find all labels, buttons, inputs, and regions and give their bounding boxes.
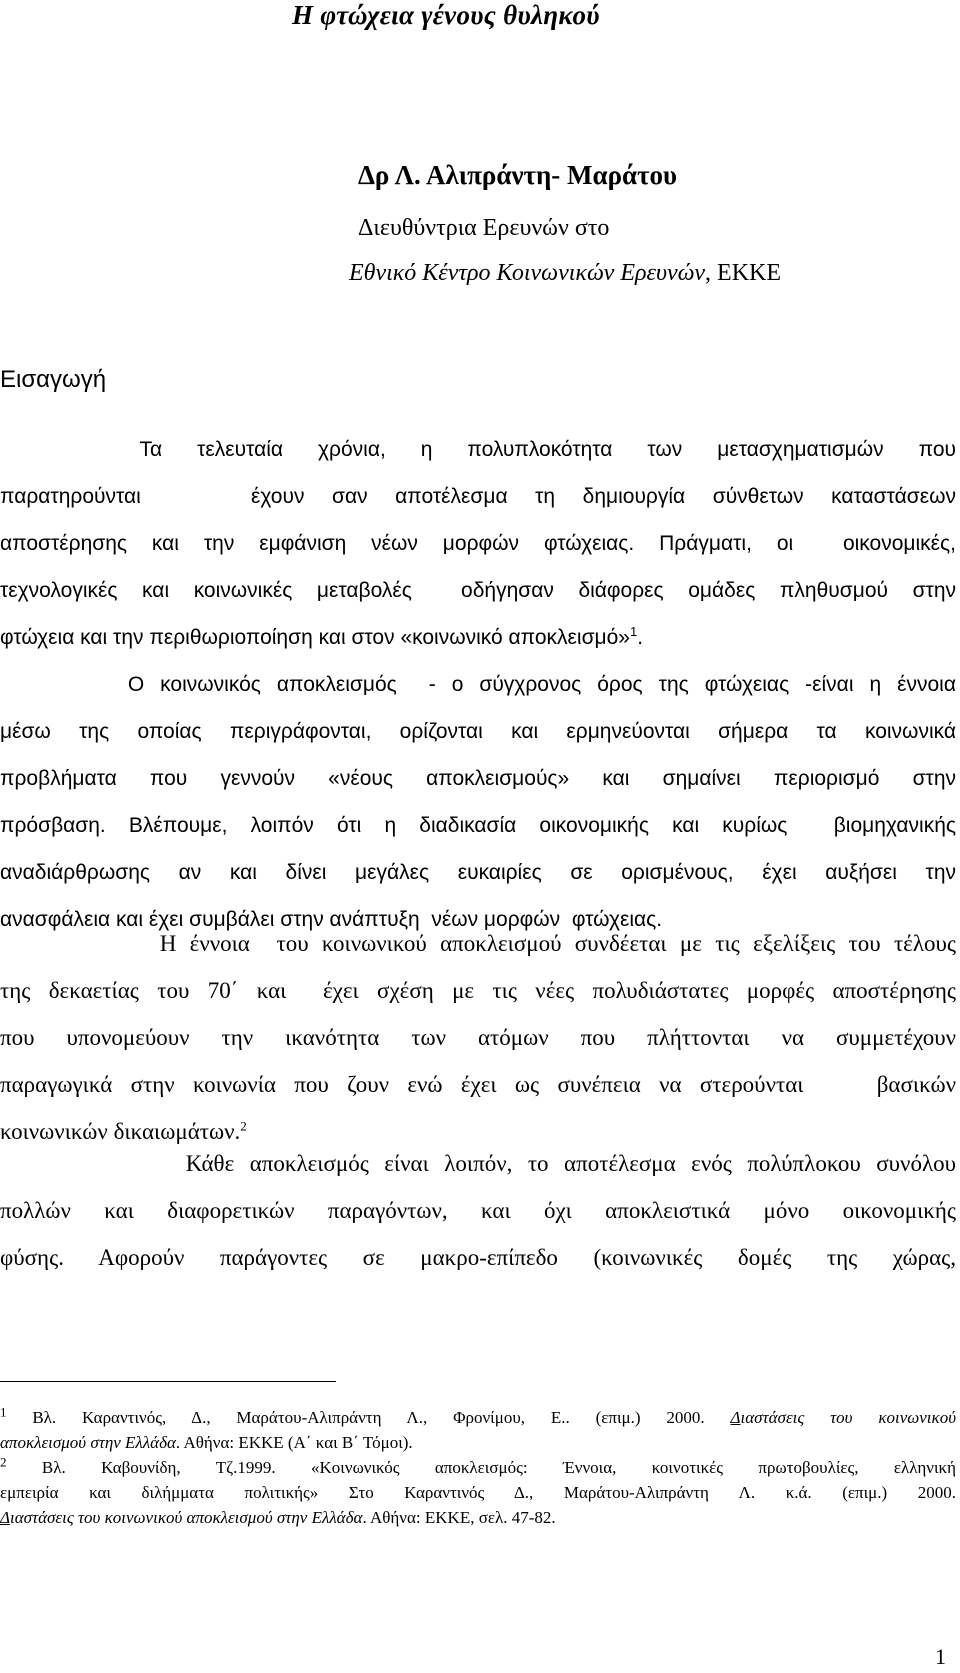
footnote-title: ιαστάσεις του κοινωνικού	[740, 1408, 956, 1427]
footnote-2	[0, 1455, 956, 1480]
footnote-ref-2[interactable]: 2	[240, 1118, 247, 1134]
footnote-text: . Αθήνα: ΕΚΚΕ, σελ. 47-82.	[362, 1508, 556, 1527]
footnote-text: Βλ. Καραντινός, Δ., Μαράτου-Αλιπράντη Λ., Φρονίμου, Ε.. (επιμ.) 2000.	[6, 1408, 731, 1427]
section-heading: Εισαγωγή	[0, 366, 107, 393]
text-line: φύσης. Αφορούν παράγοντες σε μακρο-επίπεδο (κοινωνικές δομές της χώρας,	[0, 1245, 956, 1270]
paragraph-2	[0, 661, 956, 943]
text-line: προβλήματα που γεννούν «νέους αποκλεισμούς» και σημαίνει περιορισμό στην	[0, 767, 956, 790]
paragraph-4	[0, 1140, 956, 1281]
text-line: πρόσβαση. Βλέπουμε, λοιπόν ότι η διαδικασία οικονομικής και κυρίως βιομηχανικής	[0, 814, 956, 837]
footnote-1-cont	[0, 1430, 956, 1455]
footnote-separator	[0, 1381, 336, 1382]
footnote-title-cont: αποκλεισμού στην Ελλάδα	[0, 1433, 176, 1452]
author-position: Διευθύντρια Ερευνών στο	[358, 215, 610, 241]
text-line: αναδιάρθρωσης αν και δίνει μεγάλες ευκαιρίες σε ορισμένους, έχει αυξήσει την	[0, 861, 956, 884]
footnote-text: . Αθήνα: ΕΚΚΕ (Α΄ και Β΄ Τόμοι).	[175, 1433, 413, 1452]
footnotes	[0, 1405, 956, 1530]
text-line-content: κοινωνικών δικαιωμάτων.	[0, 1119, 241, 1144]
text-line-period: .	[637, 626, 644, 649]
text-line: παραγωγικά στην κοινωνία που ζουν ενώ έχει ως συνέπεια να στερούνται βασικών	[0, 1072, 956, 1097]
paragraph-1	[0, 426, 956, 661]
institution-name: Εθνικό Κέντρο Κοινωνικών Ερευνών	[349, 260, 706, 286]
footnote-number: 2	[0, 1454, 7, 1470]
text-line: παρατηρούνται έχουν σαν αποτέλεσμα τη δημιουργία σύνθετων καταστάσεων	[0, 485, 956, 508]
institution-abbrev: , ΕΚΚΕ	[705, 260, 782, 286]
text-line: Κάθε αποκλεισμός είναι λοιπόν, το αποτέλεσμα ενός πολύπλοκου συνόλου	[0, 1151, 956, 1176]
text-line: ανασφάλεια και έχει συμβάλει στην ανάπτυξη νέων μορφών φτώχειας.	[0, 908, 663, 931]
text-line-content: φτώχεια και την περιθωριοποίηση και στον «κοινωνικό αποκλεισμό»	[0, 626, 630, 649]
author-name: Δρ Λ. Αλιπράντη- Μαράτου	[358, 160, 678, 190]
footnote-number: 1	[0, 1404, 7, 1420]
footnote-2-cont: εμπειρία και διλήμματα πολιτικής» Στο Καραντινός Δ., Μαράτου-Αλιπράντη Λ. κ.ά. (επιμ.) 2000.	[0, 1483, 956, 1502]
footnote-2-end	[0, 1505, 956, 1530]
footnote-ref-1[interactable]: 1	[630, 624, 638, 639]
footnote-title: ιαστάσεις του κοινωνικού αποκλεισμού στην Ελλάδα	[9, 1508, 363, 1527]
document-title: Η φτώχεια γένους θυληκού	[292, 0, 600, 30]
text-line: αποστέρησης και την εμφάνιση νέων μορφών φτώχειας. Πράγματι, οι οικονομικές,	[0, 532, 956, 555]
text-line: που υπονομεύουν την ικανότητα των ατόμων που πλήττονται να συμμετέχουν	[0, 1025, 956, 1050]
footnote-text: Βλ. Καβουνίδη, Τζ.1999. «Κοινωνικός αποκλεισμός: Έννοια, κοινοτικές πρωτοβουλίες, ελληνική	[6, 1458, 956, 1477]
text-line: Τα τελευταία χρόνια, η πολυπλοκότητα των μετασχηματισμών που	[0, 438, 956, 461]
text-line: τεχνολογικές και κοινωνικές μεταβολές οδήγησαν διάφορες ομάδες πληθυσμού στην	[0, 579, 956, 602]
page-number: 1	[935, 1644, 946, 1669]
text-line: πολλών και διαφορετικών παραγόντων, και όχι αποκλειστικά μόνο οικονομικής	[0, 1198, 956, 1223]
text-line: Η έννοια του κοινωνικού αποκλεισμού συνδέεται με τις εξελίξεις του τέλους	[0, 931, 956, 956]
text-line	[0, 614, 956, 661]
paragraph-3	[0, 920, 956, 1155]
footnote-title-initial: Δ	[730, 1408, 741, 1427]
author-institution	[349, 260, 781, 287]
footnote-1	[0, 1405, 956, 1430]
text-line: Ο κοινωνικός αποκλεισμός - ο σύγχρονος όρος της φτώχειας -είναι η έννοια	[0, 673, 956, 696]
footnote-title-initial: Δ	[0, 1508, 10, 1527]
text-line: της δεκαετίας του 70΄ και έχει σχέση με τις νέες πολυδιάστατες μορφές αποστέρησης	[0, 978, 956, 1003]
text-line: μέσω της οποίας περιγράφονται, ορίζονται και ερμηνεύονται σήμερα τα κοινωνικά	[0, 720, 956, 743]
